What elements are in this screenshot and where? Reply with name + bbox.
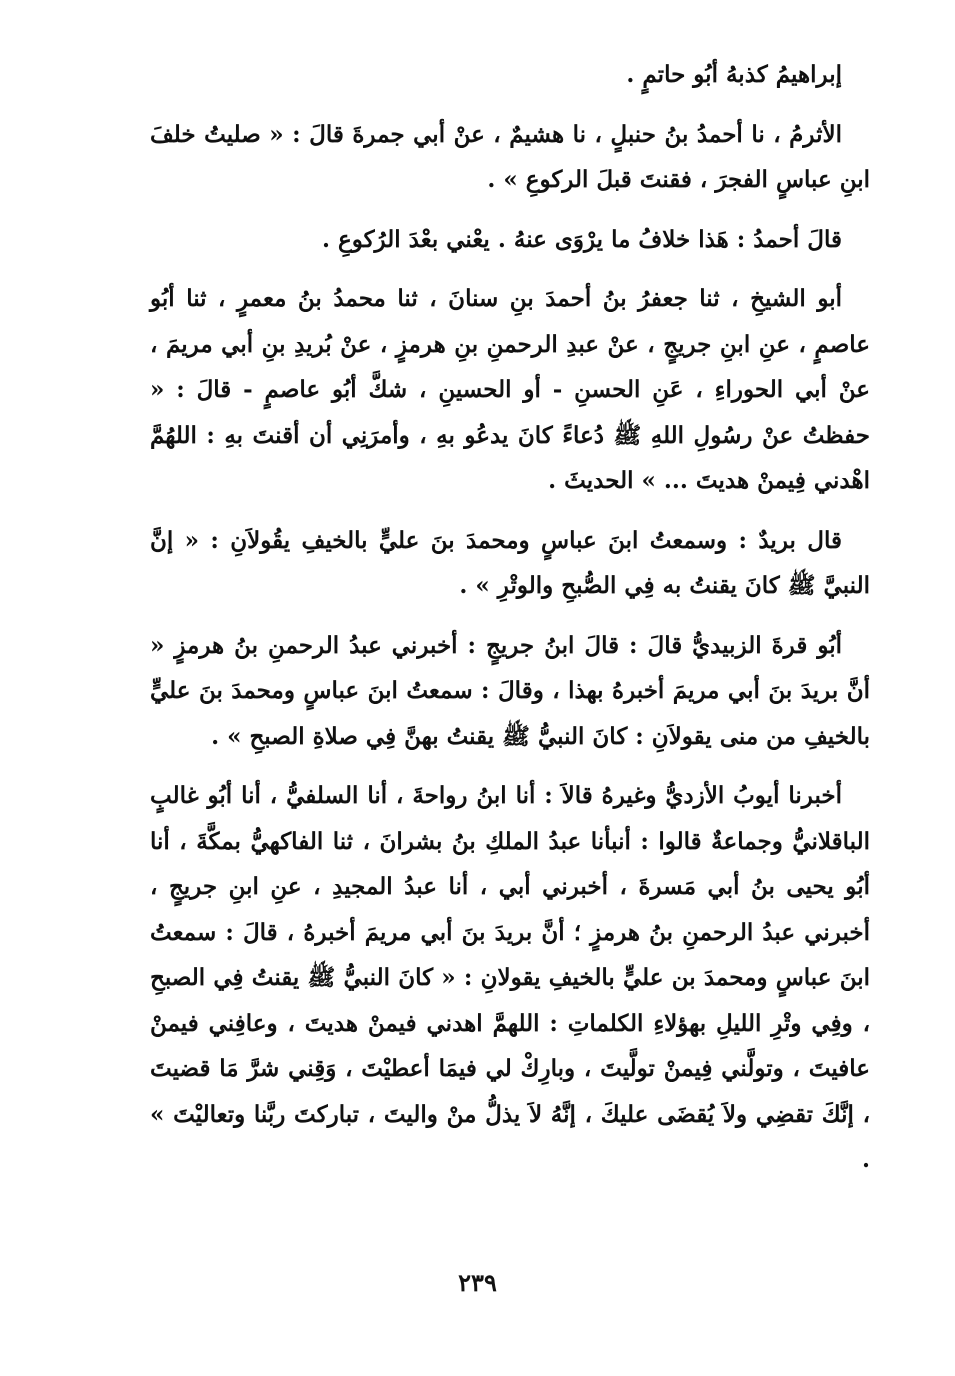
paragraph: أخبرنا أيوبُ الأزديُّ وغيرهُ قالاَ : أنا ابنُ رواحةَ ، أنا السلفيُّ ، أنا أبُو غالبٍ الباقلانيُّ وجماعةٌ قالوا : أنبأنا عبدُ الملكِ بنُ بشرانَ ، ثنا الفاكهيُّ بمكَّةَ ، أنا أبُو يحيى بنُ أبي مَسرةَ ، أخبرني أبي ، أنا عبدُ المجيدِ ، عنِ ابنِ جريجٍ ، أخبرني عبدُ الرحمنِ بنُ هرمزٍ ؛ أنَّ بريدَ بنَ أبي مريمَ أخبرهُ ، قالَ : سمعتُ ابنَ عباسٍ ومحمدَ بن عليٍّ بالخيفِ يقولانِ : « كانَ النبيُّ ﷺ يقنتُ فِي الصبحِ ، وفِي وتْرِ الليلِ بهؤلاءِ الكلماتِ : اللهمَّ اهدني فيمنْ هديتَ ، وعافِني فيمنْ عافيتَ ، وتولَّني فِيمنْ تولَّيتَ ، وبارِكْ لي فيمَا أعطيْتَ ، وَقِني شرَّ مَا قضيتَ ، إنَّكَ تقضِي ولاَ يُقضَى عليكَ ، إنَّهُ لاَ يذلُّ منْ واليتَ ، تباركتَ ربَّنا وتعاليْتَ » . — [150, 782, 870, 1173]
paragraph: أبو الشيخِ ، ثنا جعفرُ بنُ أحمدَ بنِ سنانَ ، ثنا محمدُ بنُ معمرٍ ، ثنا أبُو عاصمٍ ، عنِ ابنِ جريجٍ ، عنْ عبدِ الرحمنِ بنِ هرمزٍ ، عنْ بُريدِ بنِ أبي مريمَ ، عنْ أبي الحوراءِ ، عَنِ الحسنِ - أو الحسينِ ، شكَّ أبُو عاصمٍ - قالَ : « حفظتُ عنْ رسُولِ اللهِ ﷺ دُعاءً كانَ يدعُو بهِ ، وأمرَنِي أن أقنتَ بهِ : اللهُمَّ اهْدني فِيمنْ هديتَ ... » الحديثَ . — [150, 285, 870, 494]
paragraph: الأثرمُ ، نا أحمدُ بنُ حنبلٍ ، نا هشيمٌ ، عنْ أبي جمرةَ قالَ : « صليتُ خلفَ ابنِ عباسٍ الفجرَ ، فقنتَ قبلَ الركوعِ » . — [150, 120, 870, 193]
body-text — [150, 52, 870, 1197]
paragraph: قال بريدٌ : وسمعتُ ابنَ عباسٍ ومحمدَ بنَ عليٍّ بالخيفِ يقُولاَنِ : « إنَّ النبيَّ ﷺ كانَ يقنتُ به فِي الصُّبحِ والوتْرِ » . — [150, 526, 870, 599]
page-number: ٢٣٩ — [458, 1268, 497, 1297]
paragraph: قالَ أحمدُ : هَذا خلافُ ما يرْوَى عنهُ . يعْني بعْدَ الرُكوعِ . — [321, 225, 842, 253]
paragraph: إبراهيمُ كذبهُ أبُو حاتمٍ . — [626, 61, 842, 88]
paragraph: أبُو قرةَ الزبيديُّ قالَ : قالَ ابنُ جريجٍ : أخبرني عبدُ الرحمنِ بنُ هرمزٍ « أنَّ بريدَ بنَ أبي مريمَ أخبرهُ بهذا ، وقالَ : سمعتُ ابنَ عباسٍ ومحمدَ بنَ عليٍّ بالخيفِ من منى يقولاَنِ : كانَ النبيُّ ﷺ يقنتُ بهنَّ فِي صلاةِ الصبحِ » . — [150, 631, 870, 750]
